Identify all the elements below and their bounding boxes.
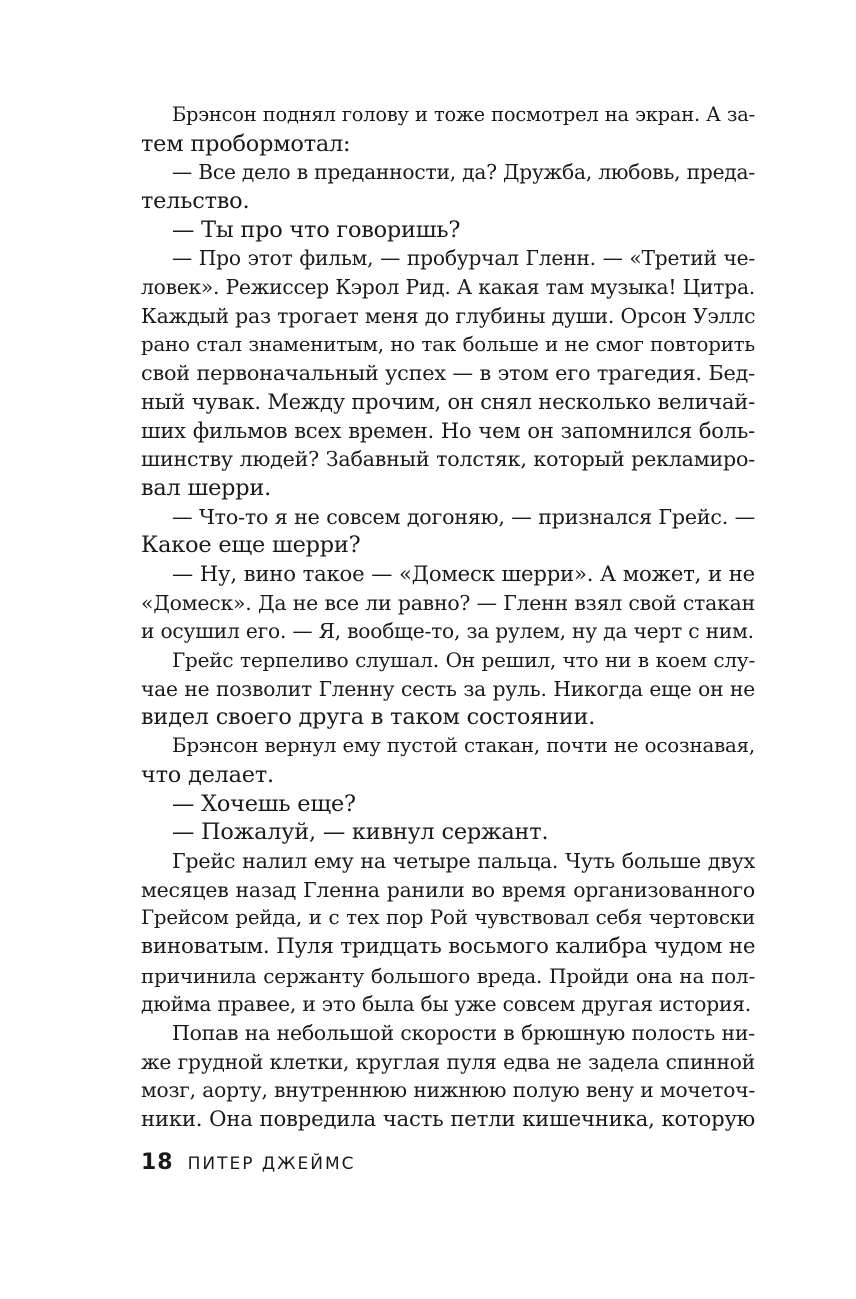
page-number: 18 (141, 1150, 174, 1175)
text-line: видел своего друга в таком состоянии. (141, 704, 596, 731)
running-head: ПИТЕР ДЖЕЙМС (187, 1154, 356, 1174)
text-line: виноватым. Пуля тридцать восьмого калибра чудом не (141, 933, 756, 959)
text-line: Каждый раз трогает меня до глубины души. Орсон Уэллс (141, 303, 756, 328)
text-line: и осушил его. — Я, вообще-то, за рулем, ну да черт с ним. (141, 619, 754, 644)
text-line: — Ну, вино такое — «Домеск шерри». А может, и не (172, 561, 755, 586)
text-line: свой первоначальный успех — в этом его трагедия. Бед- (141, 361, 755, 386)
text-line: Грейсом рейда, и с тех пор Рой чувствовал себя чертовски (141, 906, 755, 930)
text-line: ный чувак. Между прочим, он снял несколько величай- (141, 389, 755, 414)
text-line: Брэнсон вернул ему пустой стакан, почти не осознавая, (172, 734, 755, 758)
text-line: — Пожалуй, — кивнул сержант. (172, 819, 549, 846)
text-line: — Хочешь еще? (172, 790, 356, 817)
text-line: рано стал знаменитым, но так больше и не смог повторить (141, 332, 755, 356)
text-line: тельство. (141, 188, 250, 215)
text-line: Грейс терпеливо слушал. Он решил, что ни в коем слу- (172, 648, 755, 673)
body-text (141, 101, 755, 1134)
text-line: Какое еще шерри? (141, 532, 361, 559)
text-line: ники. Она повредила часть петли кишечника, которую (141, 1106, 755, 1132)
text-line: «Домеск». Да не все ли равно? — Гленн взял свой стакан (141, 590, 755, 615)
text-line: Грейс налил ему на четыре пальца. Чуть больше двух (172, 848, 755, 873)
text-line: причинила сержанту большого вреда. Пройди она на пол- (141, 963, 755, 988)
text-line: мозг, аорту, внутреннюю нижнюю полую вену и мочеточ- (141, 1078, 755, 1103)
text-line: Брэнсон поднял голову и тоже посмотрел на экран. А за- (172, 103, 755, 126)
text-line: что делает. (141, 761, 274, 788)
text-line: тем пробормотал: (141, 130, 351, 157)
text-line: месяцев назад Гленна ранили во время организованного (141, 877, 755, 902)
text-line: — Все дело в преданности, да? Дружба, любовь, преда- (172, 160, 755, 185)
text-line: — Что-то я не совсем догоняю, — признался Грейс. — (172, 504, 755, 529)
text-line: ловек». Режиссер Кэрол Рид. А какая там музыка! Цитра. (141, 275, 755, 300)
text-line: же грудной клетки, круглая пуля едва не задела спинной (141, 1049, 755, 1074)
text-line: вал шерри. (141, 474, 272, 501)
page-footer (141, 1150, 356, 1175)
text-line: Попав на небольшой скорости в брюшную полость ни- (172, 1021, 755, 1045)
text-line: ших фильмов всех времен. Но чем он запомнился боль- (141, 418, 755, 443)
text-line: шинству людей? Забавный толстяк, который рекламиро- (141, 447, 755, 472)
text-line: дюйма правее, и это была бы уже совсем другая история. (141, 992, 751, 1017)
text-line: чае не позволит Гленну сесть за руль. Никогда еще он не (141, 676, 755, 701)
text-line: — Ты про что говоришь? (172, 216, 461, 243)
text-line: — Про этот фильм, — пробурчал Гленн. — «Третий че- (172, 246, 755, 271)
